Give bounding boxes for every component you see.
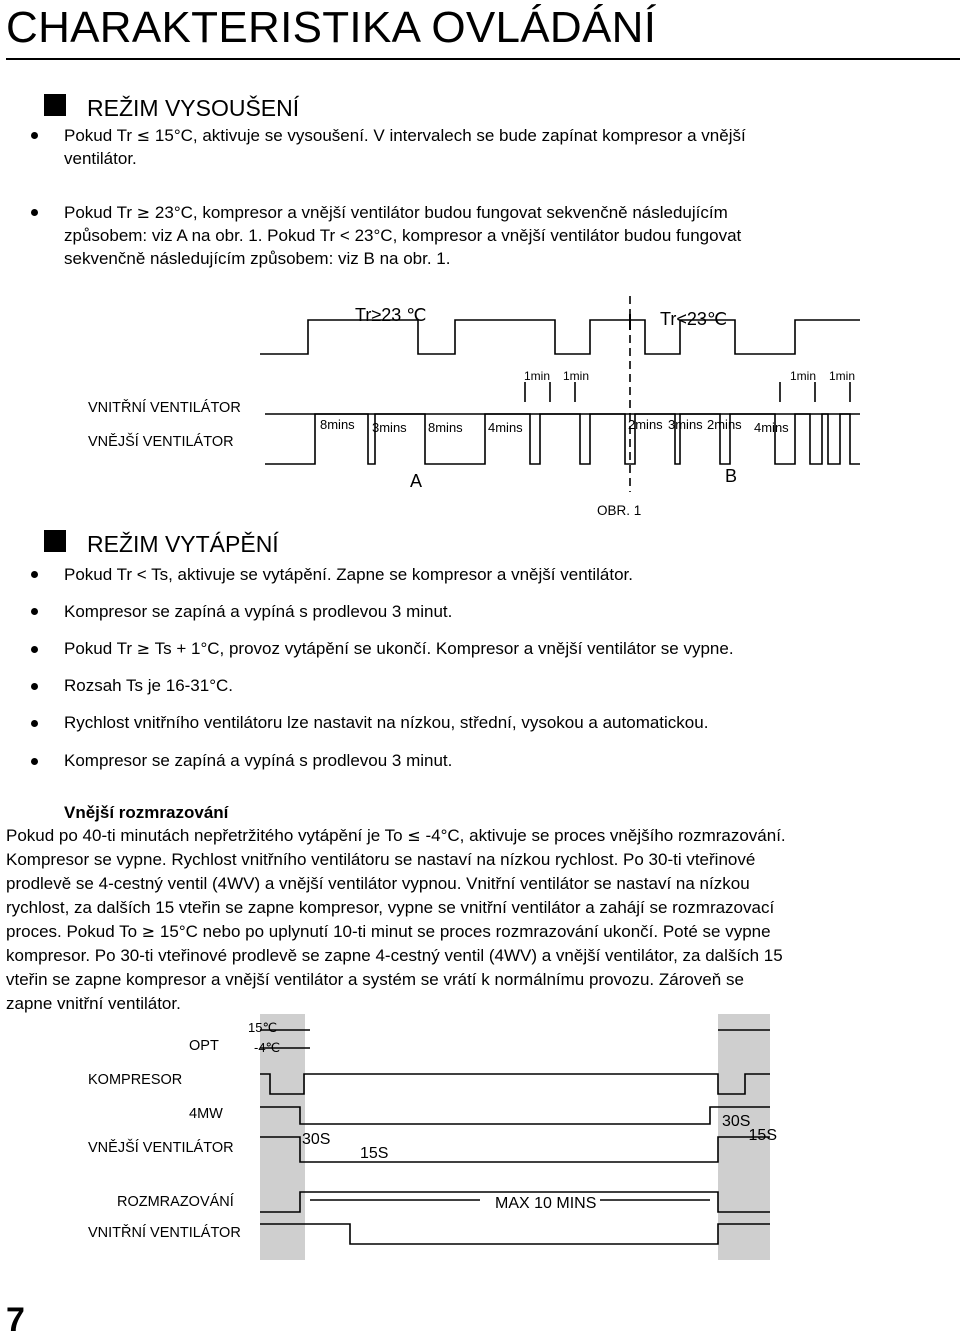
fig1-time-label: 1min xyxy=(563,369,590,383)
section-square-icon xyxy=(44,530,66,552)
title-divider xyxy=(6,58,960,60)
fig1-marker-b: B xyxy=(725,466,738,486)
fig1-time-label: 2mins xyxy=(628,417,663,432)
fig1-time-label: 3mins xyxy=(372,420,407,435)
fig2-max-label: MAX 10 MINS xyxy=(495,1195,597,1212)
fig2-opt-label: OPT xyxy=(189,1038,219,1054)
fig1-tr-high-label: Tr≥23 ℃ xyxy=(355,305,427,325)
dry-bullet-2-line-3: sekvenčně následujícím způsobem: viz B na obr. 1. xyxy=(64,249,451,268)
fig1-caption: OBR. 1 xyxy=(597,503,642,518)
bullet-dot-icon xyxy=(31,608,38,615)
defrost-paragraph-line: zapne vnitřní ventilátor. xyxy=(6,994,181,1013)
fig2-outdoor-fan-label: VNĚJŠÍ VENTILÁTOR xyxy=(88,1140,234,1156)
fig1-timing-diagram xyxy=(250,292,862,492)
fig1-tr-low-label: Tr<23℃ xyxy=(660,309,728,329)
fig1-time-label: 8mins xyxy=(428,420,463,435)
fig2-temp-high: 15℃ xyxy=(248,1020,278,1035)
fig1-time-label: 8mins xyxy=(320,417,355,432)
fig1-time-label: 1min xyxy=(790,369,817,383)
bullet-dot-icon xyxy=(31,758,38,765)
heat-bullet: Pokud Tr ≥ Ts + 1°C, provoz vytápění se ukončí. Kompresor a vnější ventilátor se vypne. xyxy=(64,639,734,658)
defrost-paragraph-line: kompresor. Po 30-ti vteřinové prodlevě se zapne 4-cestný ventil (4WV) a vnější ventilátor, za dalších 15 xyxy=(6,946,783,965)
fig2-time-label: 30S xyxy=(302,1131,331,1148)
dry-bullet-1-line-1: Pokud Tr ≤ 15°C, aktivuje se vysoušení. V intervalech se bude zapínat kompresor a vnější xyxy=(64,126,746,145)
fig1-indoor-fan-label: VNITŘNÍ VENTILÁTOR xyxy=(88,400,241,416)
dry-bullet-1-line-2: ventilátor. xyxy=(64,149,137,168)
fig1-time-label: 3mins xyxy=(668,417,703,432)
fig2-time-label: 15S xyxy=(360,1145,389,1162)
fig1-time-label: 1min xyxy=(524,369,551,383)
fig2-temp-low: -4℃ xyxy=(254,1040,281,1055)
dry-mode-heading: REŽIM VYSOUŠENÍ xyxy=(87,95,300,121)
fig2-time-label: 15S xyxy=(748,1127,777,1144)
fig1-time-label: 4mins xyxy=(754,420,789,435)
bullet-dot-icon xyxy=(31,683,38,690)
heat-bullet: Kompresor se zapíná a vypíná s prodlevou 3 minut. xyxy=(64,751,453,770)
page-number: 7 xyxy=(6,1301,25,1339)
defrost-paragraph-line: prodlevě se 4-cestný ventil (4WV) a vnější ventilátor vypnou. Vnitřní ventilátor se nastaví na nízkou xyxy=(6,874,750,893)
dry-bullet-2-line-2: způsobem: viz A na obr. 1. Pokud Tr < 23°C, kompresor a vnější ventilátor budou fungovat xyxy=(64,226,742,245)
defrost-paragraph-line: proces. Pokud To ≥ 15°C nebo po uplynutí 10-ti minut se proces rozmrazování ukončí. Poté se vypne xyxy=(6,922,771,941)
heat-bullet: Rozsah Ts je 16-31°C. xyxy=(64,676,234,695)
fig2-compressor-label: KOMPRESOR xyxy=(88,1072,183,1088)
bullet-dot-icon xyxy=(31,720,38,727)
bullet-dot-icon xyxy=(31,571,38,578)
section-square-icon xyxy=(44,94,66,116)
defrost-heading: Vnější rozmrazování xyxy=(64,803,229,822)
fig1-time-label: 1min xyxy=(829,369,856,383)
fig1-time-label: 2mins xyxy=(707,417,742,432)
page-title: CHARAKTERISTIKA OVLÁDÁNÍ xyxy=(6,3,657,52)
fig2-valve-label: 4MW xyxy=(189,1106,223,1122)
defrost-paragraph-line: Kompresor se vypne. Rychlost vnitřního ventilátoru se nastaví na nízkou rychlost. Po 30-ti vteřinové xyxy=(6,850,756,869)
fig2-time-label: 30S xyxy=(722,1113,751,1130)
dry-bullet-2-line-1: Pokud Tr ≥ 23°C, kompresor a vnější ventilátor budou fungovat sekvenčně následujícím xyxy=(64,203,728,222)
fig2-indoor-fan-label: VNITŘNÍ VENTILÁTOR xyxy=(88,1225,241,1241)
heat-bullet: Kompresor se zapíná a vypíná s prodlevou 3 minut. xyxy=(64,602,453,621)
fig1-time-label: 4mins xyxy=(488,420,523,435)
defrost-paragraph-line: Pokud po 40-ti minutách nepřetržitého vytápění je To ≤ -4°C, aktivuje se proces vnějšího rozmrazování. xyxy=(6,826,786,845)
bullet-dot-icon xyxy=(31,132,38,139)
heat-bullet: Rychlost vnitřního ventilátoru lze nastavit na nízkou, střední, vysokou a automatickou. xyxy=(64,713,709,732)
defrost-paragraph-line: vteřin se zapne kompresor a vnější ventilátor a systém se vrátí k normálnímu provozu. Zároveň se xyxy=(6,970,744,989)
heat-bullet: Pokud Tr < Ts, aktivuje se vytápění. Zapne se kompresor a vnější ventilátor. xyxy=(64,565,634,584)
fig2-timing-diagram xyxy=(240,1012,780,1262)
defrost-paragraph-line: rychlost, za dalších 15 vteřin se zapne kompresor, vypne se vnitřní ventilátor a zahájí se rozmrazovací xyxy=(6,898,775,917)
fig1-outdoor-fan-label: VNĚJŠÍ VENTILÁTOR xyxy=(88,434,234,450)
heat-mode-heading: REŽIM VYTÁPĚNÍ xyxy=(87,531,279,557)
bullet-dot-icon xyxy=(31,646,38,653)
fig2-defrost-label: ROZMRAZOVÁNÍ xyxy=(117,1194,234,1210)
fig1-marker-a: A xyxy=(410,471,423,491)
bullet-dot-icon xyxy=(31,209,38,216)
